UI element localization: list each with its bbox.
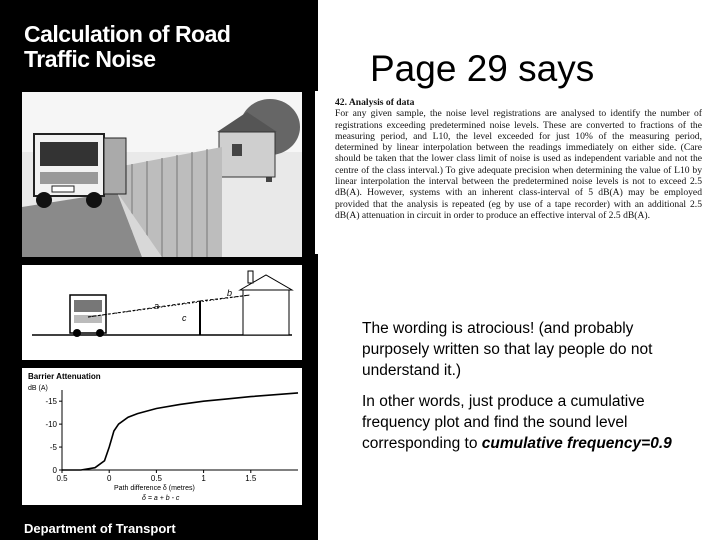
y-tick-label: -10 <box>45 420 57 430</box>
slide-bullet-1: The wording is atrocious! (and probably purposely written so that lay people do not understand it.) <box>362 320 653 379</box>
slide-bullet-2 <box>362 391 682 454</box>
y-tick-label: -5 <box>49 443 57 453</box>
ray-label-b: b <box>227 288 233 298</box>
cover-title-line2: Traffic Noise <box>24 46 156 72</box>
x-tick-label: 0.5 <box>150 474 162 483</box>
chart-ylabel: dB (A) <box>28 385 48 392</box>
ray-label-a: a <box>154 301 160 311</box>
excerpt-heading: 42. Analysis of data <box>335 97 415 108</box>
report-cover <box>0 0 318 540</box>
cover-footer: Department of Transport <box>24 521 176 536</box>
chart-title: Barrier Attenuation <box>28 372 101 381</box>
x-tick-label: 1 <box>201 474 206 483</box>
chart-formula: δ = a + b - c <box>142 495 180 502</box>
attenuation-curve <box>62 393 298 470</box>
lorry-photo <box>22 92 302 257</box>
cover-title <box>24 22 230 72</box>
y-tick-label: 0 <box>52 466 57 475</box>
excerpt-body: For any given sample, the noise level registrations are analysed to identify the number of registrations exceeding predetermined noise levels. These are converted to fractions of the measuring period, and L10, the level exceeded for just 10% of the measuring period, determined by linear interpolation between the readings immediately on either side. (Care should be taken that the lower class limit of noise is used as independent variable and not the centre of the class interval.) To give adequate precision when determining the value of L10 by linear interpolation the interval between the predetermined noise levels is not to exceed 2.5 dB(A). However, systems with an inherent class-interval of 5 dB(A) may be employed provided that the analysis is repeated (eg by use of a tape recorder) with an additional 2.5 dB(A) attenuation in circuit in order to produce an effective interval of 2.5 dB(A). <box>335 108 702 221</box>
chart-xlabel: Path difference δ (metres) <box>114 485 195 492</box>
barrier-diagram-illustration <box>22 265 302 360</box>
cover-title-line1: Calculation of Road <box>24 21 231 47</box>
y-tick-label: -15 <box>45 397 57 407</box>
slide-body <box>362 318 682 464</box>
slide-bullet-2-emphasis: cumulative frequency=0.9 <box>481 435 672 452</box>
lorry-photo-illustration <box>22 92 302 257</box>
slide-bullet-2-text: In other words, just produce a cumulative frequency plot and find the sound level corresponding to <box>362 393 645 452</box>
document-excerpt <box>315 91 710 254</box>
slide-title: Page 29 says <box>370 48 595 89</box>
x-tick-label: 1.5 <box>245 474 257 483</box>
x-tick-label: 0.5 <box>56 474 68 483</box>
barrier-diagram <box>22 265 302 360</box>
attenuation-chart <box>22 368 302 505</box>
x-tick-label: 0 <box>106 474 112 483</box>
ray-label-c: c <box>182 313 187 323</box>
attenuation-chart-panel <box>22 368 302 505</box>
